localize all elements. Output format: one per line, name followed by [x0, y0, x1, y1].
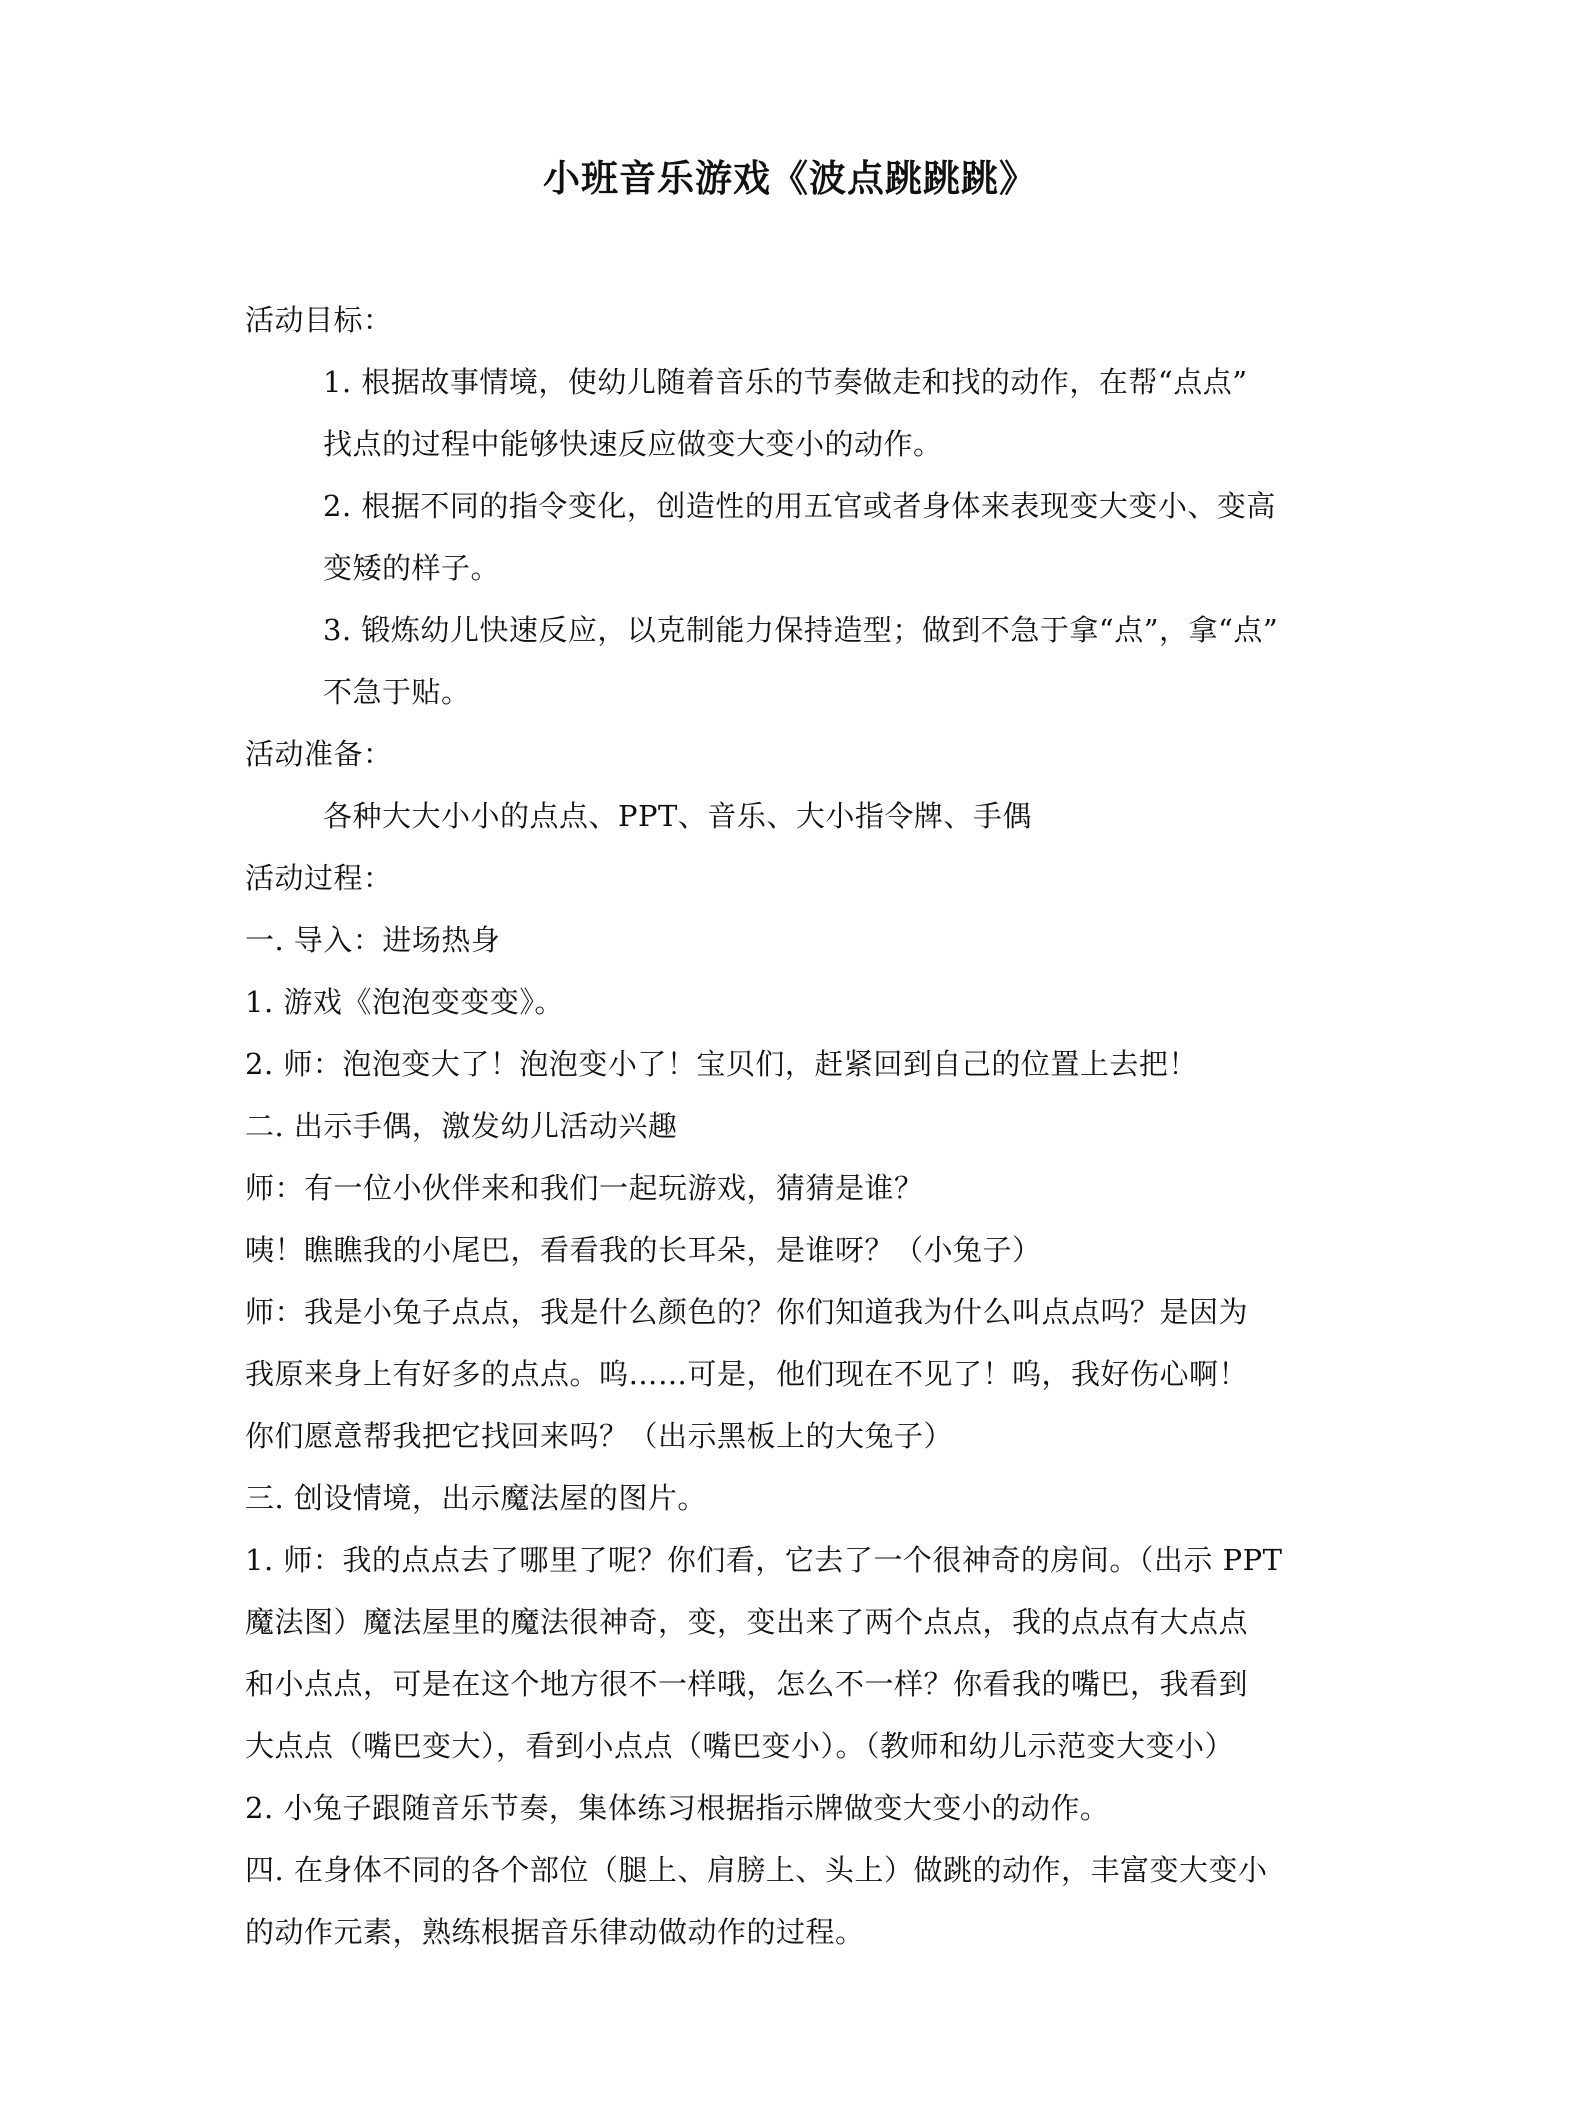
process-part-2-line-3: 师：我是小兔子点点，我是什么颜色的？你们知道我为什么叫点点吗？是因为 [245, 1295, 1249, 1329]
document-title: 小班音乐游戏《波点跳跳跳》 [543, 156, 1037, 200]
process-part-3-line-4: 大点点（嘴巴变大），看到小点点（嘴巴变小）。（教师和幼儿示范变大变小） [245, 1729, 1235, 1763]
process-part-4-line-2: 的动作元素，熟练根据音乐律动做动作的过程。 [245, 1915, 865, 1949]
process-part-1-heading: 一. 导入：进场热身 [245, 923, 501, 957]
process-part-3-line-5: 2. 小兔子跟随音乐节奏，集体练习根据指示牌做变大变小的动作。 [245, 1791, 1110, 1825]
goal-item-1-line-2: 找点的过程中能够快速反应做变大变小的动作。 [323, 427, 943, 461]
process-part-2-heading: 二. 出示手偶，激发幼儿活动兴趣 [245, 1109, 678, 1143]
process-part-1-item-1: 1. 游戏《泡泡变变变》。 [245, 985, 564, 1019]
preparation-heading: 活动准备： [245, 737, 393, 771]
goal-item-2-line-2: 变矮的样子。 [323, 551, 501, 585]
process-part-2-line-2: 咦！瞧瞧我的小尾巴，看看我的长耳朵，是谁呀？（小兔子） [245, 1233, 1042, 1267]
process-part-4-line-1: 四. 在身体不同的各个部位（腿上、肩膀上、头上）做跳的动作，丰富变大变小 [245, 1853, 1268, 1887]
process-part-3-line-1: 1. 师：我的点点去了哪里了呢？你们看，它去了一个很神奇的房间。（出示 PPT [245, 1543, 1283, 1577]
process-part-2-line-1: 师：有一位小伙伴来和我们一起玩游戏，猜猜是谁？ [245, 1171, 924, 1205]
goal-item-3-line-1: 3. 锻炼幼儿快速反应，以克制能力保持造型；做到不急于拿“点”，拿“点” [323, 613, 1279, 647]
process-part-3-line-3: 和小点点，可是在这个地方很不一样哦，怎么不一样？你看我的嘴巴，我看到 [245, 1667, 1249, 1701]
goal-item-3-line-2: 不急于贴。 [323, 675, 471, 709]
process-part-1-item-2: 2. 师：泡泡变大了！泡泡变小了！宝贝们，赶紧回到自己的位置上去把！ [245, 1047, 1198, 1081]
process-heading: 活动过程： [245, 861, 393, 895]
goal-item-2-line-1: 2. 根据不同的指令变化，创造性的用五官或者身体来表现变大变小、变高 [323, 489, 1276, 523]
process-part-3-heading: 三. 创设情境，出示魔法屋的图片。 [245, 1481, 707, 1515]
process-part-2-line-5: 你们愿意帮我把它找回来吗？（出示黑板上的大兔子） [245, 1419, 954, 1453]
preparation-content: 各种大大小小的点点、PPT、音乐、大小指令牌、手偶 [323, 799, 1032, 833]
goal-item-1-line-1: 1. 根据故事情境，使幼儿随着音乐的节奏做走和找的动作，在帮“点点” [323, 365, 1248, 399]
process-part-3-line-2: 魔法图）魔法屋里的魔法很神奇，变，变出来了两个点点，我的点点有大点点 [245, 1605, 1249, 1639]
process-part-2-line-4: 我原来身上有好多的点点。呜……可是，他们现在不见了！呜，我好伤心啊！ [245, 1357, 1249, 1391]
goals-heading: 活动目标： [245, 303, 393, 337]
